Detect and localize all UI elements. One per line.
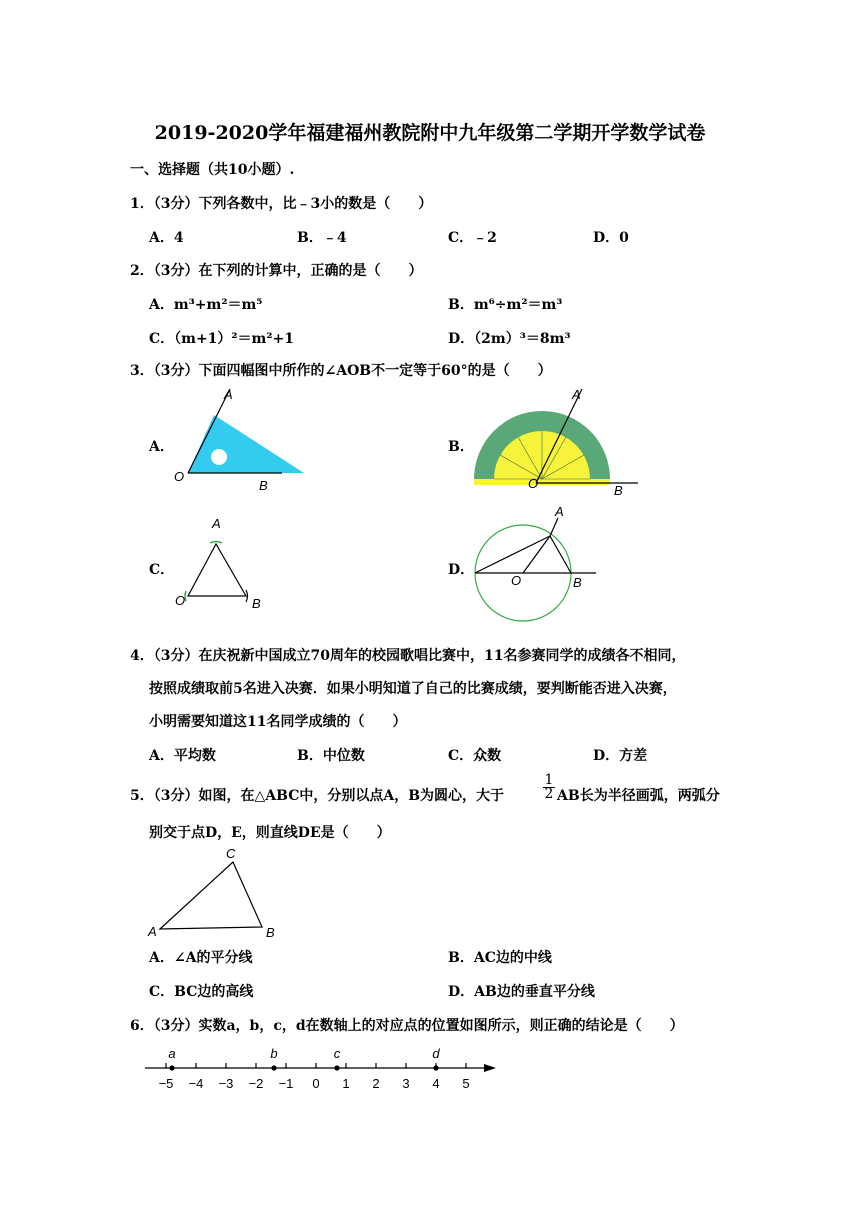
tick-label: −1	[278, 1076, 294, 1091]
q3-option-a: A．	[149, 439, 174, 455]
set-square-hole	[211, 449, 227, 465]
label-b: B	[614, 483, 623, 498]
q3-option-c: C．	[149, 562, 175, 578]
q4-line1: 4．（3分）在庆祝新中国成立70周年的校园歌唱比赛中，11名参赛同学的成绩各不相同，	[130, 648, 686, 664]
q3-figure-c	[170, 515, 270, 615]
fraction-denominator: 2	[544, 786, 554, 802]
q5-option-c: C．BC边的高线	[149, 984, 254, 1000]
label-b: B	[259, 478, 268, 493]
q5-option-d: D．AB边的垂直平分线	[448, 984, 595, 1000]
q4-option-c: C．众数	[448, 748, 502, 764]
tick-label: −2	[248, 1076, 264, 1091]
point-c	[334, 1065, 339, 1070]
set-square	[188, 415, 304, 473]
q1-option-b: B．﹣4	[297, 230, 347, 246]
q3-option-b: B．	[448, 439, 474, 455]
tick-label: −4	[188, 1076, 204, 1091]
q4-option-d: D．方差	[593, 748, 648, 764]
tick-label: 4	[432, 1076, 440, 1091]
section-heading: 一、选择题（共10小题）.	[130, 162, 295, 178]
q3-figure-d	[470, 500, 600, 625]
q3-option-d: D．	[448, 562, 475, 578]
point-d	[433, 1065, 438, 1070]
label-a: A	[212, 516, 221, 531]
tick-label: 3	[402, 1076, 410, 1091]
point-b	[271, 1065, 276, 1070]
label-b: B	[252, 596, 261, 611]
q4-option-b: B．中位数	[297, 748, 365, 764]
tick-label: 1	[342, 1076, 350, 1091]
tick-label: −5	[158, 1076, 174, 1091]
label-a: A	[555, 504, 564, 519]
q1-stem: 1．（3分）下列各数中，比﹣3小的数是（ ）	[130, 196, 433, 212]
fraction-numerator: 1	[544, 772, 554, 788]
q2-option-b: B．m⁶÷m²＝m³	[448, 297, 563, 313]
q5-option-a: A．∠A的平分线	[149, 950, 253, 966]
q5-option-b: B．AC边的中线	[448, 950, 552, 966]
number-line	[140, 1040, 510, 1100]
point-label-c: c	[333, 1046, 341, 1061]
q1-option-c: C．﹣2	[448, 230, 497, 246]
q1-option-d: D．0	[593, 230, 629, 246]
label-b: B	[266, 925, 275, 940]
q4-option-a: A．平均数	[149, 748, 216, 764]
tick-label: 2	[372, 1076, 380, 1091]
point-label-a: a	[168, 1046, 176, 1061]
q5-line1-post: AB长为半径画弧，两弧分	[557, 788, 720, 804]
q3-figure-a	[170, 385, 310, 495]
label-o: O	[175, 593, 186, 608]
q2-option-d: D．（2m）³＝8m³	[448, 331, 571, 347]
page-title: 2019-2020学年福建福州教院附中九年级第二学期开学数学试卷	[154, 122, 706, 144]
q6-stem: 6．（3分）实数a，b，c，d在数轴上的对应点的位置如图所示，则正确的结论是（ ）	[130, 1018, 684, 1034]
label-o: O	[174, 469, 185, 484]
tick-label: 0	[312, 1076, 320, 1091]
q2-option-a: A．m³+m²＝m⁵	[149, 297, 263, 313]
q2-option-c: C．（m+1）²＝m²+1	[149, 331, 294, 347]
q5-line1-pre: 5．（3分）如图，在△ABC中，分别以点A，B为圆心，大于	[130, 788, 505, 804]
q3-figure-b	[470, 385, 640, 497]
point-a	[169, 1065, 174, 1070]
label-a: A	[572, 387, 581, 402]
label-c: C	[226, 846, 236, 861]
point-label-b: b	[270, 1046, 278, 1061]
q3-stem: 3．（3分）下面四幅图中所作的∠AOB不一定等于60°的是（ ）	[130, 363, 552, 379]
q4-line3: 小明需要知道这11名同学成绩的（ ）	[149, 714, 407, 730]
tick-label: 5	[462, 1076, 470, 1091]
point-label-d: d	[432, 1046, 440, 1061]
label-a: A	[148, 924, 157, 939]
tick-label: −3	[218, 1076, 234, 1091]
q5-fraction	[543, 774, 555, 801]
q4-line2: 按照成绩取前5名进入决赛．如果小明知道了自己的比赛成绩，要判断能否进入决赛，	[149, 681, 677, 697]
label-o: O	[511, 573, 522, 588]
label-b: B	[573, 575, 582, 590]
q5-triangle-figure	[145, 845, 285, 940]
arrow-head	[484, 1064, 496, 1072]
q1-option-a: A．4	[149, 230, 184, 246]
q5-line2: 别交于点D，E，则直线DE是（ ）	[149, 825, 391, 841]
q2-stem: 2．（3分）在下列的计算中，正确的是（ ）	[130, 263, 423, 279]
label-o: O	[528, 476, 539, 491]
label-a: A	[224, 387, 233, 402]
